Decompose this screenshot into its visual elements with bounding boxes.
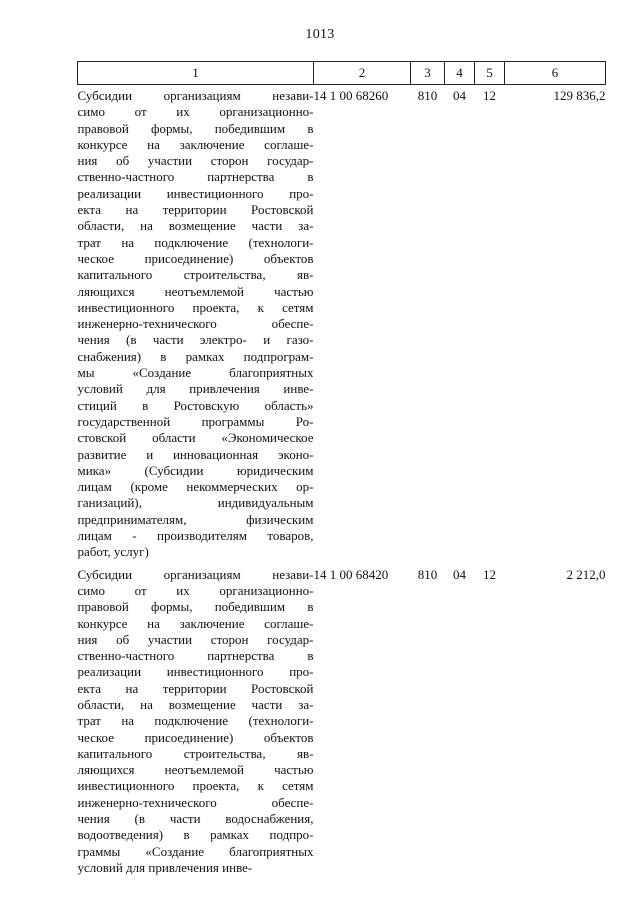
description-line: правовой формы, победившим в bbox=[77, 599, 314, 615]
description-line: ганизаций), индивидуальным bbox=[77, 495, 314, 511]
description-line: предпринимателям, физическим bbox=[77, 511, 314, 527]
row-expense-type: 810 bbox=[417, 88, 438, 103]
description-line: капитального строительства, яв- bbox=[77, 745, 314, 761]
header-col-2: 2 bbox=[314, 62, 411, 85]
description-line: реализации инвестиционного про- bbox=[77, 185, 314, 201]
description-line: симо от их организационно- bbox=[77, 104, 314, 120]
description-line: инженерно-технического обеспе- bbox=[77, 794, 314, 810]
description-line: инвестиционного проекта, к сетям bbox=[77, 299, 314, 315]
description-line: лицам (кроме некоммерческих ор- bbox=[77, 479, 314, 495]
description-line: условий для привлечения инве- bbox=[77, 859, 253, 875]
description-line: области, на возмещение части за- bbox=[77, 218, 314, 234]
description-line: работ, услуг) bbox=[77, 544, 149, 560]
description-line: правовой формы, победившим в bbox=[77, 120, 314, 136]
description-line: стовской области «Экономическое bbox=[77, 430, 314, 446]
header-col-4: 4 bbox=[445, 62, 475, 85]
row-amount: 2 212,0 bbox=[566, 566, 606, 582]
description-line: инженерно-технического обеспе- bbox=[77, 316, 314, 332]
description-line: ния об участии сторон государ- bbox=[77, 631, 314, 647]
description-line: екта на территории Ростовской bbox=[77, 680, 314, 696]
header-col-6: 6 bbox=[505, 62, 606, 85]
row-section: 04 bbox=[453, 566, 466, 582]
description-line: развитие и инновационная эконо- bbox=[77, 446, 314, 462]
description-line: реализации инвестиционного про- bbox=[77, 664, 314, 680]
row-amount: 129 836,2 bbox=[553, 88, 606, 103]
row-target-code: 14 1 00 68260 bbox=[313, 88, 389, 103]
header-col-3: 3 bbox=[411, 62, 445, 85]
description-line: ственно-частного партнерства в bbox=[77, 648, 314, 664]
row-expense-type: 810 bbox=[417, 566, 438, 582]
row-description bbox=[78, 85, 314, 561]
description-line: екта на территории Ростовской bbox=[77, 202, 314, 218]
row-section: 04 bbox=[453, 88, 466, 103]
description-line: ляющихся неотъемлемой частью bbox=[77, 762, 314, 778]
description-line: мика» (Субсидии юридическим bbox=[77, 462, 314, 478]
description-line: снабжения) в рамках подпрограм- bbox=[77, 348, 314, 364]
description-line: лицам - производителям товаров, bbox=[77, 528, 314, 544]
description-line: области, на возмещение части за- bbox=[77, 696, 314, 712]
description-line: стиций в Ростовскую область» bbox=[77, 397, 314, 413]
row-subsection: 12 bbox=[483, 88, 496, 103]
description-line: инвестиционного проекта, к сетям bbox=[77, 778, 314, 794]
header-col-5: 5 bbox=[475, 62, 505, 85]
description-line: Субсидии организациям незави- bbox=[77, 88, 314, 103]
row-subsection: 12 bbox=[483, 566, 496, 582]
description-line: чения (в части электро- и газо- bbox=[77, 332, 314, 348]
table-row bbox=[78, 85, 606, 561]
description-line: конкурсе на заключение соглаше- bbox=[77, 615, 314, 631]
description-line: трат на подключение (технологи- bbox=[77, 234, 314, 250]
row-target-code: 14 1 00 68420 bbox=[313, 566, 389, 582]
description-line: чения (в части водоснабжения, bbox=[77, 811, 314, 827]
description-line: ственно-частного партнерства в bbox=[77, 169, 314, 185]
description-line: ческое присоединение) объектов bbox=[77, 729, 314, 745]
row-description bbox=[78, 561, 314, 877]
description-line: водоотведения) в рамках подпро- bbox=[77, 827, 314, 843]
description-line: Субсидии организациям незави- bbox=[77, 566, 314, 582]
description-line: капитального строительства, яв- bbox=[77, 267, 314, 283]
page-number: 1013 bbox=[305, 27, 335, 42]
description-line: условий для привлечения инве- bbox=[77, 381, 314, 397]
description-line: граммы «Создание благоприятных bbox=[77, 843, 314, 859]
description-line: трат на подключение (технологи- bbox=[77, 713, 314, 729]
description-line: мы «Создание благоприятных bbox=[77, 365, 314, 381]
description-line: конкурсе на заключение соглаше- bbox=[77, 136, 314, 152]
table-row bbox=[78, 561, 606, 877]
description-line: ческое присоединение) объектов bbox=[77, 250, 314, 266]
table-header-row bbox=[78, 62, 606, 85]
description-line: ляющихся неотъемлемой частью bbox=[77, 283, 314, 299]
header-col-1: 1 bbox=[78, 62, 314, 85]
description-line: государственной программы Ро- bbox=[77, 413, 314, 429]
description-line: симо от их организационно- bbox=[77, 582, 314, 598]
budget-table bbox=[77, 61, 606, 876]
description-line: ния об участии сторон государ- bbox=[77, 153, 314, 169]
